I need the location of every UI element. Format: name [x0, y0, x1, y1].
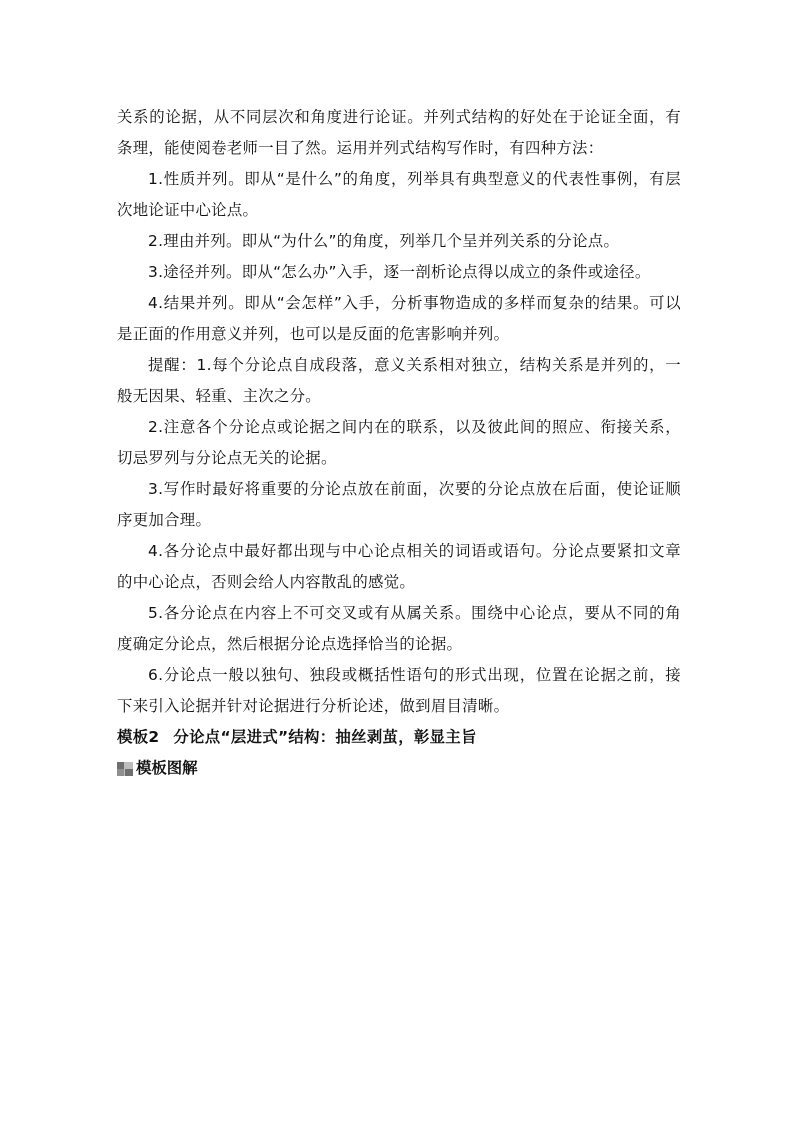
paragraph-reminder-4: 4.各分论点中最好都出现与中心论点相关的词语或语句。分论点要紧扣文章的中心论点，否则会给人内容散乱的感觉。	[117, 542, 681, 591]
paragraph-reminder-5: 5.各分论点在内容上不可交叉或有从属关系。围绕中心论点，要从不同的角度确定分论点，然后根据分论点选择恰当的论据。	[117, 604, 681, 653]
paragraph-method-1: 1.性质并列。即从“是什么”的角度，列举具有典型意义的代表性事例，有层次地论证中心论点。	[117, 170, 681, 219]
paragraph-reminder-2: 2.注意各个分论点或论据之间内在的联系，以及彼此间的照应、衔接关系，切忌罗列与分论点无关的论据。	[117, 418, 681, 467]
template-number: 模板2	[117, 728, 160, 746]
paragraph-intro: 关系的论据，从不同层次和角度进行论证。并列式结构的好处在于论证全面，有条理，能使阅卷老师一目了然。运用并列式结构写作时，有四种方法：	[117, 108, 681, 157]
template-heading	[117, 722, 681, 753]
diagram-subheading	[117, 753, 681, 784]
paragraph-method-3: 3.途径并列。即从“怎么办”入手，逐一剖析论点得以成立的条件或途径。	[148, 263, 651, 281]
paragraph-reminder-6: 6.分论点一般以独句、独段或概括性语句的形式出现，位置在论据之前，接下来引入论据并针对论据进行分析论述，做到眉目清晰。	[117, 666, 681, 715]
paragraph-method-4: 4.结果并列。即从“会怎样”入手，分析事物造成的多样而复杂的结果。可以是正面的作用意义并列，也可以是反面的危害影响并列。	[117, 294, 681, 343]
template-title: 分论点“层进式”结构：抽丝剥茧，彰显主旨	[173, 728, 477, 746]
paragraph-method-2: 2.理由并列。即从“为什么”的角度，列举几个呈并列关系的分论点。	[148, 232, 620, 250]
diagram-icon	[117, 762, 133, 776]
paragraph-reminder-1: 提醒：1.每个分论点自成段落，意义关系相对独立，结构关系是并列的，一般无因果、轻重、主次之分。	[117, 356, 681, 405]
document-body	[117, 102, 681, 784]
diagram-subheading-label: 模板图解	[136, 759, 198, 777]
paragraph-reminder-3: 3.写作时最好将重要的分论点放在前面，次要的分论点放在后面，使论证顺序更加合理。	[117, 480, 681, 529]
